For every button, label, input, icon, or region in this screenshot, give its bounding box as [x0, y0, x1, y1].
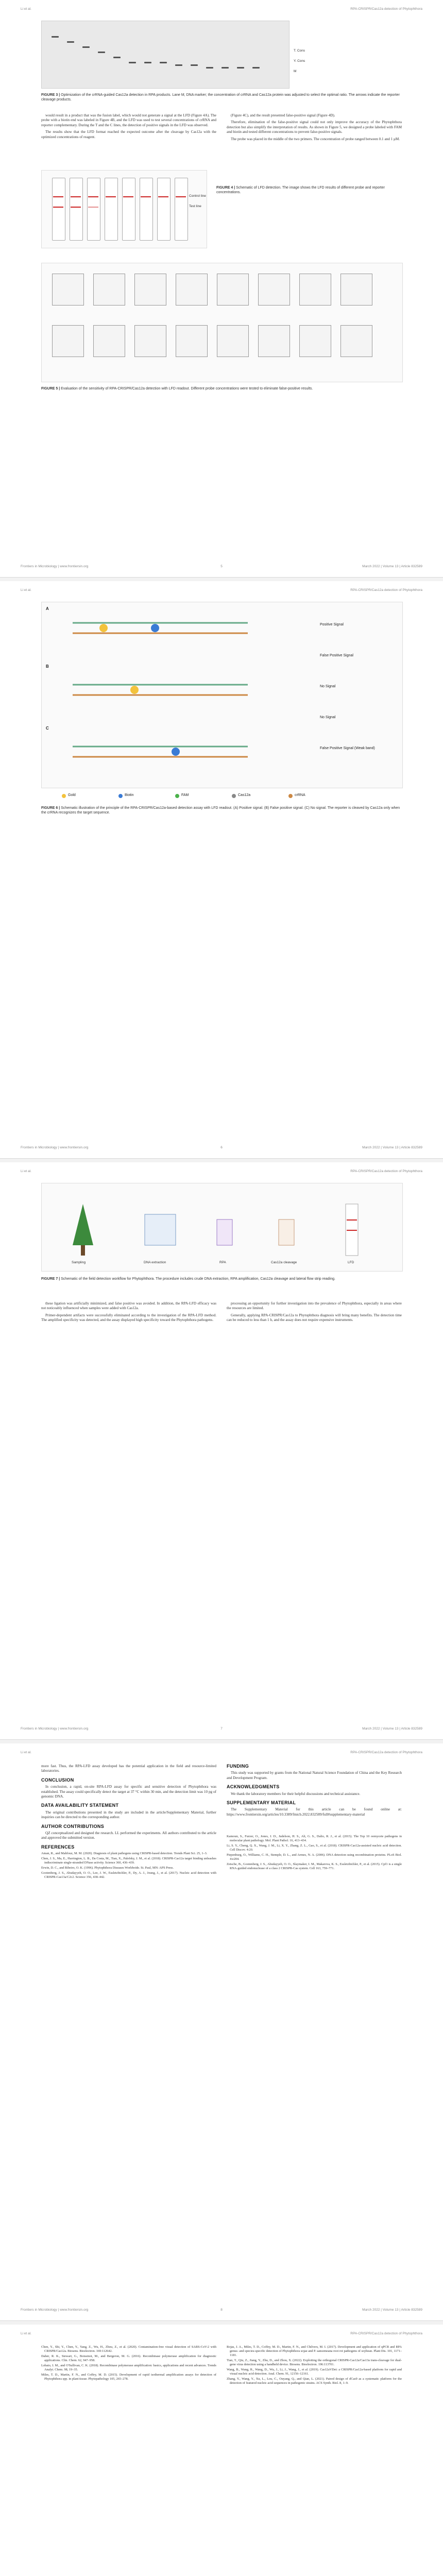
result-image	[93, 325, 125, 357]
result-image	[134, 274, 166, 306]
page-number: 8	[220, 2308, 223, 2312]
reference: Zetsche, B., Gootenberg, J. S., Abudayyeh, O. O., Slaymaker, I. M., Makarova, K. S., Essletzbichler, P., et al. (2015). Cpf1 is a single RNA-guided endonuclease of a class 2 CRISPR-Cas system. Cell 163, 759–771.	[227, 1862, 402, 1871]
reference: Daher, R. K., Stewart, G., Boissinot, M., and Bergeron, M. G. (2016). Recombinase polymerase amplification for diagnostic applications. Clin. Chem. 62, 947–958.	[41, 2354, 216, 2362]
lfd-strip	[105, 178, 118, 241]
page-9	[0, 2325, 443, 2576]
footer-journal: Frontiers in Microbiology | www.frontiersin.org	[21, 565, 89, 568]
gel-band	[206, 67, 213, 69]
paragraph: more fast. Thus, the RPA-LFD assay developed has the potential application in the field and resource-limited laboratories.	[41, 1764, 216, 1773]
caption-text: Schematic illustration of the principle of the RPA-CRISPR/Cas12a-based detection assay with LFD readout. (A) Positive signal. (B) False positive signal. (C) No signal. The reporter is cleaved by Cas12a only when the crRNA recognizes the target sequence.	[41, 806, 400, 815]
strip-tag: Control line	[189, 194, 206, 198]
result-image	[52, 274, 84, 306]
gel-band	[191, 64, 198, 66]
result-image	[134, 325, 166, 357]
control-line	[88, 196, 98, 197]
panel-label: B	[46, 664, 49, 669]
control-line	[158, 196, 168, 197]
caption-text: Optimization of the crRNA-guided Cas12a detection in RPA products. Lane M, DNA marker; the concentration of crRNA and Cas12a protein was adjusted to select the optimal ratio. The arrows indicate the reporter cleavage products.	[41, 93, 400, 101]
result-label: No Signal	[320, 716, 336, 719]
reference: Kamoun, S., Furzer, O., Jones, J. D., Judelson, H. S., Ali, G. S., Dalio, R. J., et al. (2015). The Top 10 oomycete pathogens in molecular plant pathology. Mol. Plant Pathol. 16, 413–434.	[227, 1835, 402, 1843]
gel-band	[237, 67, 244, 69]
page-footer	[21, 1727, 422, 1732]
page-footer	[21, 1146, 422, 1151]
workflow-step: LFD	[348, 1261, 354, 1264]
page-8	[0, 1743, 443, 2321]
column-left	[41, 1764, 216, 1880]
caption-label: FIGURE 6 |	[41, 806, 60, 810]
workflow-step: RPA	[219, 1261, 226, 1264]
paragraph: Generally, applying RPA-CRISPR/Cas12a to Phytophthora diagnosis will bring many benefits. The detection time can be reduced to less than 1 h, and the assay does not require expensive instruments.	[227, 1313, 402, 1323]
figure-6-caption	[41, 806, 402, 815]
gel-band	[67, 41, 74, 43]
reference: Wang, B., Wang, R., Wang, D., Wu, J., Li, J., Wang, J., et al. (2019). Cas12aVDet: a CRISPR/Cas12a-based platform for rapid and visual nucleic acid detection. Anal. Chem. 91, 12156–12161.	[227, 2368, 402, 2376]
legend-item: crRNA	[295, 793, 305, 797]
page-footer	[21, 565, 422, 570]
figure-3-caption	[41, 93, 402, 102]
legend-swatch	[288, 794, 293, 798]
page-7	[0, 1162, 443, 1740]
footer-date: March 2022 | Volume 13 | Article 832589	[362, 1146, 422, 1149]
lfd-strip	[70, 178, 83, 241]
section-heading: DATA AVAILABILITY STATEMENT	[41, 1803, 119, 1808]
paragraph: The Supplementary Material for this article can be found online at: https://www.frontiersin.org/articles/10.3389/fmicb.2022.832589/full#supplementary-material	[227, 1807, 402, 1817]
legend-item: Gold	[68, 793, 76, 797]
page-footer	[21, 2308, 422, 2313]
result-image	[340, 325, 372, 357]
page-header	[21, 1751, 422, 1757]
control-line	[141, 196, 151, 197]
legend-swatch	[62, 794, 66, 798]
caption-label: FIGURE 3 |	[41, 93, 60, 97]
paragraph: The original contributions presented in the study are included in the article/Supplementary Material, further inquiries can be directed to the corresponding author.	[41, 1810, 216, 1820]
column-right	[227, 2345, 402, 2386]
header-title: RPA-CRISPR/Cas12a detection of Phytophthora	[350, 1170, 422, 1173]
figure-5-caption	[41, 386, 402, 391]
figure-7-caption	[41, 1277, 402, 1281]
gel-band	[129, 62, 136, 63]
figure-6	[41, 602, 403, 788]
paragraph: We thank the laboratory members for their helpful discussions and technical assistance.	[231, 1791, 361, 1796]
page-number: 7	[220, 1727, 223, 1731]
test-line	[53, 207, 63, 208]
control-line	[123, 196, 133, 197]
paragraph: Therefore, elimination of the false-positive signal could not only improve the accuracy of the Phytophthora detection but also simplify the interpretation of results. As shown in Figure 5, we designed a probe labeled with FAM and biotin and tested different concentrations to prevent false-positive signals.	[227, 120, 402, 134]
gel-band	[222, 67, 229, 69]
legend-swatch	[232, 794, 236, 798]
lfd-strip	[122, 178, 135, 241]
lfd-strip	[157, 178, 171, 241]
paragraph: In conclusion, a rapid, on-site RPA-LFD assay for specific and sensitive detection of Phytophthora was established. The assay could specifically detect the target at 37 °C within 30 min, and the detection limit was 10 pg of genomic DNA.	[41, 1785, 216, 1799]
header-authors: Li et al.	[21, 1751, 31, 1754]
header-title: RPA-CRISPR/Cas12a detection of Phytophthora	[350, 7, 422, 11]
header-authors: Li et al.	[21, 1170, 31, 1173]
gel-band	[98, 52, 105, 53]
page-header	[21, 1170, 422, 1176]
legend-item: Cas12a	[238, 793, 251, 797]
reference: Rojas, J. A., Miles, T. D., Coffey, M. D., Martin, F. N., and Chilvers, M. I. (2017). Development and application of qPCR and RPA genus- and species-specific detection of Phytophthora sojae and P. sansomeana root rot pathogens of soybean. Plant Dis. 101, 1171–1181.	[227, 2345, 402, 2357]
gel-band	[175, 64, 182, 66]
result-image	[217, 325, 249, 357]
control-line	[53, 196, 63, 197]
page-number: 6	[220, 1146, 223, 1149]
paragraph: QZ conceptualized and designed the research. LL performed the experiments. All authors contributed to the article and approved the submitted version.	[41, 1831, 216, 1840]
page-header	[21, 7, 422, 13]
column-left	[41, 1301, 216, 1325]
section-heading: REFERENCES	[41, 1844, 75, 1850]
panel-label: A	[46, 606, 49, 611]
lfd-strip	[140, 178, 153, 241]
legend-swatch	[118, 794, 123, 798]
reference: Aman, R., and Mahfouz, M. M. (2020). Diagnosis of plant pathogens using CRISPR-based detection. Trends Plant Sci. 25, 1–3.	[41, 1852, 208, 1856]
gel-band	[52, 36, 59, 38]
result-image	[52, 325, 84, 357]
header-authors: Li et al.	[21, 588, 31, 592]
paragraph: processing an opportunity for further investigation into the prevalence of Phytophthora, especially in areas where the resources are limited.	[227, 1301, 402, 1311]
panel-label: C	[46, 726, 49, 731]
section-heading: CONCLUSION	[41, 1777, 74, 1783]
test-line	[88, 207, 98, 208]
lfd-strip	[87, 178, 100, 241]
section-heading: ACKNOWLEDGMENTS	[227, 1784, 280, 1790]
paragraph: The results show that the LFD format reached the expected outcome after the cleavage by Cas12a with the optimized concentrations of reagent.	[41, 130, 216, 139]
column-right	[227, 1764, 402, 1872]
caption-text: Evaluation of the sensitivity of RPA-CRISPR/Cas12a detection with LFD readout. Different probe concentrations were tested to eliminate false-positive results.	[61, 387, 313, 391]
result-label: False Positive Signal	[320, 654, 353, 657]
paragraph: Primer-dependent artifacts were successfully eliminated according to the investigation of the RPA-LFD method. The amplified specificity was detected, and the assay displayed high specificity toward the Phytophthora pathogens.	[41, 1313, 216, 1323]
gel-tag: Y. Cons	[294, 59, 305, 63]
legend-item: FAM	[181, 793, 189, 797]
reference: Zhang, Y., Wang, Y., Xu, L., Lou, C., Ouyang, Q., and Qian, L. (2021). Paired design of dCas9 as a systematic platform for the detection of featured nucleic acid sequences in pathogenic strains. ACS Synth. Biol. 8, 1–9.	[227, 2377, 402, 2385]
reference: Tian, T., Qiu, Z., Jiang, Y., Zhu, D., and Zhou, X. (2022). Exploiting the orthogonal CRISPR-Cas12a/Cas13a trans-cleavage for dual-gene virus detection using a handheld device. Biosens. Bioelectron. 196:113701.	[227, 2359, 402, 2366]
footer-journal: Frontiers in Microbiology | www.frontiersin.org	[21, 1146, 89, 1149]
test-line	[71, 207, 81, 208]
figure-6-legend	[62, 792, 381, 801]
caption-label: FIGURE 7 |	[41, 1277, 60, 1281]
result-label: False Positive Signal (Weak band)	[320, 747, 375, 750]
result-image	[299, 274, 331, 306]
result-image	[258, 325, 290, 357]
result-image	[340, 274, 372, 306]
reference: Piepenburg, O., Williams, C. H., Stemple, D. L., and Armes, N. A. (2006). DNA detection using recombination proteins. PLoS Biol. 4:e204.	[227, 1853, 402, 1861]
control-line	[106, 196, 116, 197]
workflow-step: DNA extraction	[144, 1261, 166, 1264]
figure-4	[41, 170, 207, 248]
reference: Miles, T. D., Martin, F. N., and Coffey, M. D. (2015). Development of rapid isothermal amplification assays for detection of Phytophthora spp. in plant tissue. Phytopathology 105, 265–278.	[41, 2373, 216, 2381]
figure-4-caption	[216, 185, 402, 195]
reference: Chen, Y., Shi, Y., Chen, Y., Yang, Z., Wu, H., Zhou, Z., et al. (2020). Contamination-free visual detection of SARS-CoV-2 with CRISPR/Cas12a. Biosens. Bioelectron. 169:112642.	[41, 2345, 216, 2353]
paragraph: would result in a product that was the fusion label, which would not generate a signal at the LFD (Figure 4A). The probe with a biotin end was labeled in Figure 4B, and the LFD was used to test several concentrations of crRNA and reporter complementary. During the T and the C lines, the detection of positive signals in the LFD was observed.	[41, 113, 216, 127]
caption-text: Schematic of the field detection workflow for Phytophthora. The procedure includes crude DNA extraction, RPA amplification, Cas12a cleavage and lateral flow strip reading.	[61, 1277, 335, 1281]
header-authors: Li et al.	[21, 2332, 31, 2335]
gel-band	[144, 62, 151, 63]
gel-tag: M	[294, 70, 297, 73]
reference: Gootenberg, J. S., Abudayyeh, O. O., Lee, J. W., Essletzbichler, P., Dy, A. J., Joung, J., et al. (2017). Nucleic acid detection with CRISPR-Cas13a/C2c2. Science 356, 438–442.	[41, 1871, 216, 1879]
schematic	[42, 602, 402, 788]
caption-label: FIGURE 4 |	[216, 186, 235, 190]
footer-date: March 2022 | Volume 13 | Article 832589	[362, 2308, 422, 2312]
page-6	[0, 581, 443, 1159]
gel-tag: T. Cons	[294, 49, 305, 53]
column-right	[227, 1301, 402, 1325]
legend-item: Biotin	[125, 793, 134, 797]
header-authors: Li et al.	[21, 7, 31, 11]
paragraph: The probe was placed in the middle of the two primers. The concentration of probe ranged between 0.1 and 1 μM.	[231, 137, 400, 141]
section-heading: FUNDING	[227, 1764, 249, 1769]
paragraph: these ligation was artificially minimized, and false positive was avoided. In addition, the RPA-LFD efficacy was not noticeably influenced when samples were added with Cas12a.	[41, 1301, 216, 1311]
caption-label: FIGURE 5 |	[41, 387, 60, 391]
result-label: No Signal	[320, 685, 336, 688]
caption-text: Schematic of LFD detection. The image shows the LFD results of different probe and reporter concentrations.	[216, 186, 385, 194]
control-line	[176, 196, 186, 197]
figure-7	[41, 1183, 403, 1272]
header-title: RPA-CRISPR/Cas12a detection of Phytophthora	[350, 2332, 422, 2335]
page-header	[21, 588, 422, 595]
section-heading: AUTHOR CONTRIBUTIONS	[41, 1823, 104, 1829]
legend-swatch	[175, 794, 179, 798]
result-image	[217, 274, 249, 306]
page-5	[0, 0, 443, 578]
control-line	[71, 196, 81, 197]
section-heading: SUPPLEMENTARY MATERIAL	[227, 1800, 296, 1806]
reference: Erwin, D. C., and Ribeiro, O. K. (1996). Phytophthora Diseases Worldwide. St. Paul, MN: APS Press.	[41, 1866, 174, 1870]
workflow-step: Sampling	[72, 1261, 86, 1264]
figure-3-gel	[41, 21, 289, 89]
gel-band	[82, 46, 90, 48]
reference: Lobato, I. M., and O'Sullivan, C. K. (2018). Recombinase polymerase amplification: basics, applications and recent advances. Trends Analyt. Chem. 98, 19–35.	[41, 2364, 216, 2371]
header-title: RPA-CRISPR/Cas12a detection of Phytophthora	[350, 1751, 422, 1754]
page-header	[21, 2332, 422, 2338]
lfd-strip	[175, 178, 188, 241]
figure-5	[41, 263, 403, 382]
reference: Chen, J. S., Ma, E., Harrington, L. B., Da Costa, M., Tian, X., Palefsky, J. M., et al. (2018). CRISPR-Cas12a target binding unleashes indiscriminate single-stranded DNase activity. Science 360, 436–439.	[41, 1857, 216, 1865]
reference: Li, S. Y., Cheng, Q. X., Wang, J. M., Li, X. Y., Zhang, Z. L., Gao, S., et al. (2018). CRISPR-Cas12a-assisted nucleic acid detection. Cell Discov. 4:20.	[227, 1844, 402, 1852]
column-left	[41, 2345, 216, 2382]
paragraph: This study was supported by grants from the National Natural Science Foundation of China and the Key Research and Development Program.	[227, 1771, 402, 1780]
result-image	[93, 274, 125, 306]
page-number: 5	[220, 565, 223, 568]
footer-date: March 2022 | Volume 13 | Article 832589	[362, 1727, 422, 1731]
header-title: RPA-CRISPR/Cas12a detection of Phytophthora	[350, 588, 422, 592]
result-image	[258, 274, 290, 306]
footer-date: March 2022 | Volume 13 | Article 832589	[362, 565, 422, 568]
result-image	[299, 325, 331, 357]
gel-band	[160, 62, 167, 63]
result-label: Positive Signal	[320, 623, 344, 626]
workflow-step: Cas12a cleavage	[271, 1261, 297, 1264]
footer-journal: Frontiers in Microbiology | www.frontiersin.org	[21, 1727, 89, 1731]
footer-journal: Frontiers in Microbiology | www.frontiersin.org	[21, 2308, 89, 2312]
column-right	[227, 113, 402, 144]
column-left	[41, 113, 216, 142]
workflow-graphic	[42, 1183, 402, 1271]
result-image	[176, 325, 208, 357]
gel-band	[252, 67, 260, 69]
paragraph: (Figure 4C), and the result presented false-positive signal (Figure 4D).	[231, 113, 335, 117]
lfd-strip	[52, 178, 65, 241]
result-image	[176, 274, 208, 306]
strip-tag: Test line	[189, 205, 201, 208]
gel-band	[113, 57, 121, 58]
